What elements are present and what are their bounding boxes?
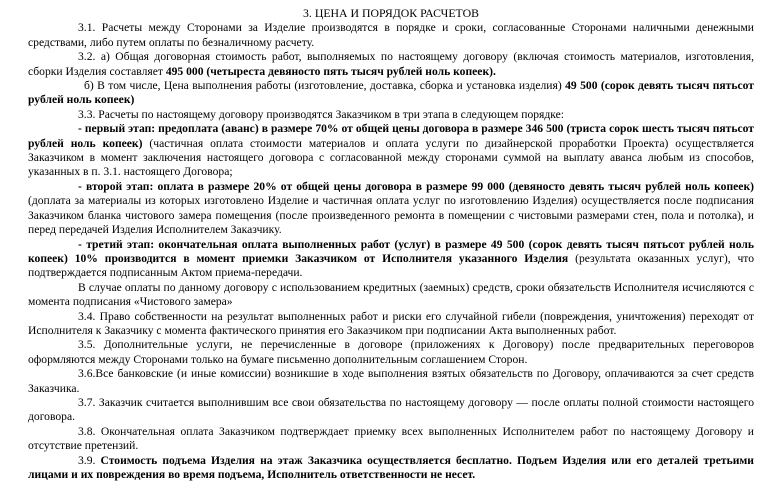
bold-text: - третий этап: окончательная оплата выполненных работ (услуг) в размере 49 500 (сорок девять тысяч пятьсот рублей ноль копеек) 10% производится в момент приемки Заказчиком от Исполнителя указанного Изделия [28, 237, 754, 265]
paragraph [28, 425, 754, 454]
paragraph [28, 79, 754, 108]
bold-text: - первый этап: предоплата (аванс) в размере 70% от общей цены договора в размере 346 500 (триста сорок шесть тысяч пятьсот рублей ноль копеек) [28, 122, 754, 150]
bold-text: 49 500 (сорок девять тысяч пятьсот рублей ноль копеек) [28, 79, 754, 107]
text: 3.6.Все банковские (и иные комиссии) возникшие в ходе выполнения взятых обязательств по Договору, оплачиваются за счет средств Заказчика. [28, 367, 754, 395]
paragraph [28, 180, 754, 238]
paragraph [28, 108, 754, 122]
text: 3.7. Заказчик считается выполнившим все свои обязательства по настоящему договору — после оплаты полной стоимости настоящего договора. [28, 395, 754, 424]
text: (результата оказанных услуг), что подтверждается подписанным Актом приема-передачи. [28, 251, 754, 280]
text: В случае оплаты по данному договору с использованием кредитных (заемных) средств, сроки обязательств Исполнителя исчисляются с момента подписания «Чистового замера» [28, 280, 754, 309]
section-title: 3. ЦЕНА И ПОРЯДОК РАСЧЕТОВ [303, 6, 479, 20]
bold-text: Стоимость подъема Изделия на этаж Заказчика осуществляется бесплатно. Подъем Изделия или его деталей третьими лицами и их повреждения во время подъема, Исполнитель ответственности не несет. [28, 453, 754, 481]
bold-text: - второй этап: оплата в размере 20% от общей цены договора в размере 99 000 (девяносто девять тысяч рублей ноль копеек) [78, 179, 754, 193]
paragraph [28, 21, 754, 50]
text: (частичная оплата стоимости материалов и оплата услуги по дизайнерской проработки Проекта) осуществляется Заказчиком в момент заключения настоящего договора с согласованной между сторонами суммой на выплату аванса любым из способов, указанных в п. 3.1. настоящего Договора; [28, 136, 754, 179]
bold-text: 495 000 (четыреста девяносто пять тысяч рублей ноль копеек). [165, 64, 496, 78]
text: 3.1. Расчеты между Сторонами за Изделие производятся в порядке и сроки, согласованные Сторонами наличными денежными средствами, либо путем оплаты по безналичному расчету. [28, 21, 754, 49]
paragraph [28, 396, 754, 425]
paragraph [28, 50, 754, 79]
paragraph [28, 281, 754, 310]
text: (доплата за материалы из которых изготовлено Изделие и частичная оплата услуг по изготовлению Изделия) осуществляется после подписания Заказчиком бланка чистового замера помещения (после произведенного ремонта в помещении с чистовыми размерами стен, пола и потолка), и перед передачей Изделия Исполнителем Заказчику. [28, 194, 754, 237]
section-body [28, 21, 754, 482]
text: 3.5. Дополнительные услуги, не перечисленные в договоре (приложениях к Договору) после предварительных переговоров оформляются между Сторонами только на бумаге письменно дополнительным соглашением Сторон. [28, 338, 754, 366]
text: 3.9. [78, 453, 101, 467]
paragraph [28, 310, 754, 339]
text: 3.2. а) Общая договорная стоимость работ, выполняемых по настоящему договору (включая стоимость материалов, изготовления, сборки Изделия составляет [28, 50, 754, 78]
paragraph [28, 367, 754, 396]
text: 3.3. Расчеты по настоящему договору производятся Заказчиком в три этапа в следующем порядке: [78, 107, 565, 121]
paragraph [28, 454, 754, 483]
text: 3.4. Право собственности на результат выполненных работ и риски его случайной гибели (повреждения, уничтожения) переходят от Исполнителя к Заказчику с момента фактического принятия его Заказчиком при подписании Акта выполненных работ. [28, 309, 754, 337]
paragraph [28, 238, 754, 281]
paragraph [28, 122, 754, 180]
text: 3.8. Окончательная оплата Заказчиком подтверждает приемку всех выполненных Исполнителем работ по настоящему Договору и отсутствие претензий. [28, 424, 754, 453]
paragraph [28, 338, 754, 367]
text: б) В том числе, Цена выполнения работы (изготовление, доставка, сборка и установка изделия) [84, 79, 566, 93]
